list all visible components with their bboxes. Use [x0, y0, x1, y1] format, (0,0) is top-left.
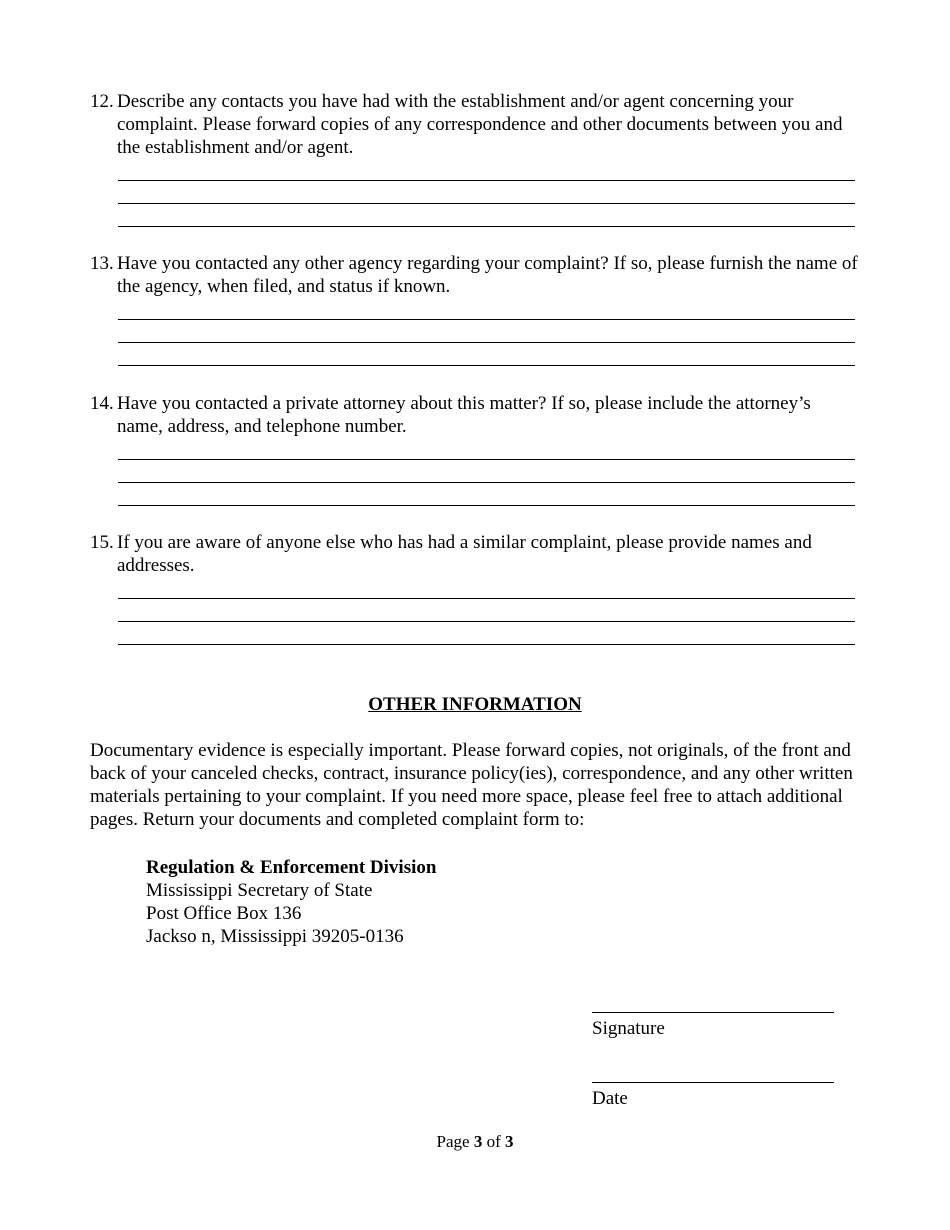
answer-line[interactable] — [118, 343, 855, 366]
question-text: If you are aware of anyone else who has had a similar complaint, please provide names and addresses. — [117, 532, 812, 576]
answer-lines[interactable] — [118, 310, 855, 366]
question-13-text-block — [90, 252, 860, 298]
other-information-paragraph: Documentary evidence is especially important. Please forward copies, not originals, of the front and back of your canceled checks, contract, insurance policy(ies), correspondence, and any other written materials pertaining to your complaint. If you need more space, please feel free to attach additional pages. Return your documents and completed complaint form to: — [90, 740, 853, 830]
question-number: 12. — [90, 91, 114, 112]
address-division: Regulation & Enforcement Division — [146, 857, 437, 878]
answer-line[interactable] — [118, 622, 855, 645]
of-word: of — [486, 1132, 501, 1151]
question-12 — [90, 90, 860, 227]
answer-lines[interactable] — [118, 171, 855, 227]
address-city-state-zip: Jackso n, Mississippi 39205-0136 — [146, 926, 404, 947]
question-number: 14. — [90, 393, 114, 414]
signature-block — [592, 1012, 837, 1040]
answer-line[interactable] — [118, 460, 855, 483]
signature-line[interactable] — [592, 1012, 834, 1013]
question-14 — [90, 392, 860, 506]
date-line[interactable] — [592, 1082, 834, 1083]
address-office: Mississippi Secretary of State — [146, 880, 373, 901]
page-word: Page — [436, 1132, 470, 1151]
question-14-text-block — [90, 392, 860, 438]
date-block — [592, 1082, 837, 1110]
date-label: Date — [592, 1088, 628, 1109]
answer-lines[interactable] — [118, 450, 855, 506]
answer-line[interactable] — [118, 204, 855, 227]
answer-line[interactable] — [118, 320, 855, 343]
question-number: 15. — [90, 532, 114, 553]
answer-lines[interactable] — [118, 589, 855, 645]
question-text: Have you contacted any other agency regarding your complaint? If so, please furnish the name of the agency, when filed, and status if known. — [117, 253, 858, 297]
answer-line[interactable] — [118, 589, 855, 599]
question-13 — [90, 252, 860, 366]
question-number: 13. — [90, 253, 114, 274]
address-po-box: Post Office Box 136 — [146, 903, 302, 924]
other-information-heading: OTHER INFORMATION — [368, 694, 582, 715]
answer-line[interactable] — [118, 310, 855, 320]
page-footer — [0, 1130, 950, 1153]
answer-line[interactable] — [118, 599, 855, 622]
question-text: Have you contacted a private attorney about this matter? If so, please include the attorney’s name, address, and telephone number. — [117, 393, 811, 437]
question-15 — [90, 531, 860, 645]
signature-label: Signature — [592, 1018, 665, 1039]
current-page-number: 3 — [473, 1132, 483, 1151]
question-15-text-block — [90, 531, 860, 577]
answer-line[interactable] — [118, 171, 855, 181]
question-12-text-block — [90, 90, 860, 159]
total-pages-number: 3 — [504, 1132, 514, 1151]
mailing-address — [146, 856, 546, 948]
answer-line[interactable] — [118, 450, 855, 460]
question-text: Describe any contacts you have had with the establishment and/or agent concerning your complaint. Please forward copies of any correspondence and other documents between you and the establishment and/or agent. — [117, 91, 843, 158]
answer-line[interactable] — [118, 181, 855, 204]
answer-line[interactable] — [118, 483, 855, 506]
